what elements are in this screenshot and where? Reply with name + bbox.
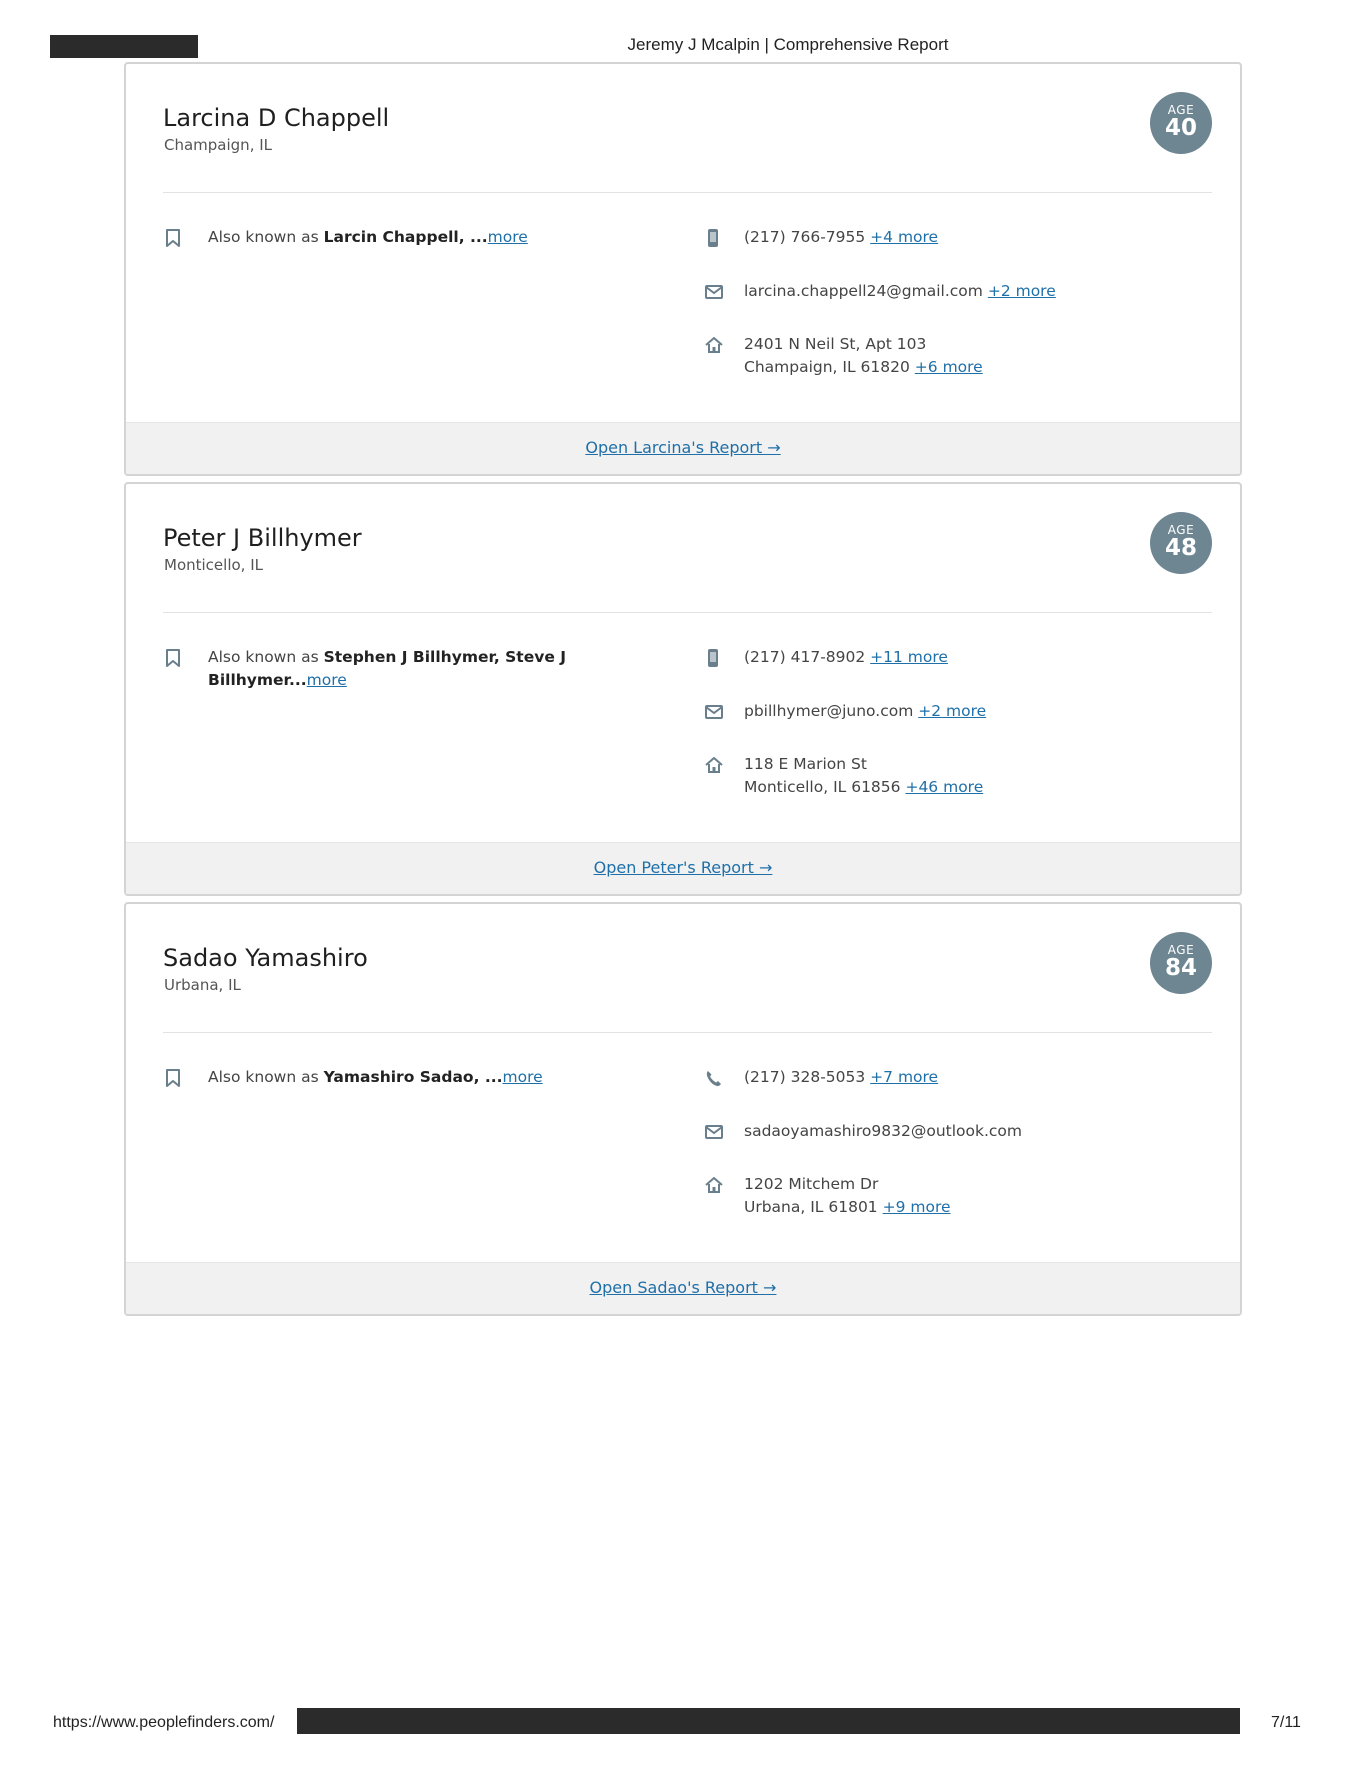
person-card: [124, 902, 1242, 1316]
email-more-link[interactable]: +2 more: [918, 702, 987, 720]
address-row: [704, 753, 983, 799]
aka-prefix: Also known as: [208, 1068, 324, 1086]
mobile-phone-icon: [704, 648, 722, 675]
age-label: AGE: [1167, 523, 1195, 537]
address-line-2: Urbana, IL 61801: [744, 1198, 878, 1216]
mobile-phone-icon: [704, 228, 722, 255]
house-icon: [704, 755, 724, 782]
email-more-link[interactable]: +2 more: [987, 282, 1056, 300]
phone-number: (217) 766-7955: [744, 228, 866, 246]
person-location: Monticello, IL: [164, 556, 263, 574]
address-line-2: Monticello, IL 61856: [744, 778, 901, 796]
aka-names: Yamashiro Sadao, ...: [323, 1068, 503, 1086]
house-icon: [704, 1175, 724, 1202]
phone-row: [704, 646, 948, 669]
aka-prefix: Also known as: [208, 228, 324, 246]
address-line-1: 118 E Marion St: [744, 755, 867, 773]
age-label: AGE: [1167, 103, 1195, 117]
person-name: Larcina D Chappell: [163, 104, 390, 132]
email-address: sadaoyamashiro9832@outlook.com: [744, 1122, 1022, 1140]
bookmark-icon: [164, 228, 182, 255]
aka-row: [164, 226, 584, 249]
aka-more-link[interactable]: more: [487, 228, 528, 246]
house-icon: [704, 335, 724, 362]
address-more-link[interactable]: +6 more: [914, 358, 983, 376]
address-row: [704, 333, 983, 379]
divider: [163, 192, 1212, 193]
age-badge: [1150, 512, 1212, 574]
email-row: [704, 280, 1056, 303]
person-card: [124, 62, 1242, 476]
bookmark-icon: [164, 648, 182, 675]
age-badge: [1150, 932, 1212, 994]
person-name: Peter J Billhymer: [163, 524, 362, 552]
aka-more-link[interactable]: more: [306, 671, 347, 689]
page-header-title: Jeremy J Mcalpin | Comprehensive Report: [627, 35, 949, 54]
envelope-icon: [704, 282, 724, 309]
envelope-icon: [704, 1122, 724, 1149]
bookmark-icon: [164, 1068, 182, 1095]
person-location: Urbana, IL: [164, 976, 241, 994]
phone-more-link[interactable]: +4 more: [870, 228, 939, 246]
aka-names: Stephen J Billhymer, Steve J Billhymer...: [208, 648, 567, 689]
phone-row: [704, 1066, 938, 1089]
email-address: pbillhymer@juno.com: [744, 702, 914, 720]
phone-more-link[interactable]: +7 more: [870, 1068, 939, 1086]
phone-number: (217) 328-5053: [744, 1068, 866, 1086]
card-footer: [126, 1262, 1240, 1314]
address-more-link[interactable]: +46 more: [905, 778, 984, 796]
age-value: 48: [1164, 535, 1197, 561]
aka-row: [164, 646, 584, 692]
age-badge: [1150, 92, 1212, 154]
phone-row: [704, 226, 938, 249]
envelope-icon: [704, 702, 724, 729]
phone-more-link[interactable]: +11 more: [870, 648, 948, 666]
divider: [163, 1032, 1212, 1033]
person-card: [124, 482, 1242, 896]
address-more-link[interactable]: +9 more: [882, 1198, 951, 1216]
age-label: AGE: [1167, 943, 1195, 957]
email-address: larcina.chappell24@gmail.com: [744, 282, 983, 300]
person-location: Champaign, IL: [164, 136, 273, 154]
person-name: Sadao Yamashiro: [163, 944, 368, 972]
phone-number: (217) 417-8902: [744, 648, 866, 666]
email-row: [704, 1120, 1022, 1143]
card-footer: [126, 842, 1240, 894]
address-line-1: 1202 Mitchem Dr: [744, 1175, 879, 1193]
divider: [163, 612, 1212, 613]
age-value: 40: [1164, 115, 1197, 141]
aka-names: Larcin Chappell, ...: [323, 228, 488, 246]
aka-more-link[interactable]: more: [502, 1068, 543, 1086]
aka-prefix: Also known as: [208, 648, 324, 666]
address-row: [704, 1173, 951, 1219]
landline-phone-icon: [704, 1068, 724, 1095]
open-report-link[interactable]: Open Sadao's Report →: [589, 1278, 777, 1297]
redaction-bar-bottom: [297, 1708, 1240, 1734]
address-line-1: 2401 N Neil St, Apt 103: [744, 335, 927, 353]
open-report-link[interactable]: Open Peter's Report →: [593, 858, 773, 877]
page-number: 7/11: [1271, 1714, 1301, 1731]
aka-row: [164, 1066, 584, 1089]
age-value: 84: [1164, 955, 1197, 981]
card-footer: [126, 422, 1240, 474]
email-row: [704, 700, 986, 723]
address-line-2: Champaign, IL 61820: [744, 358, 910, 376]
open-report-link[interactable]: Open Larcina's Report →: [585, 438, 781, 457]
footer-url: https://www.peoplefinders.com/: [53, 1714, 275, 1731]
